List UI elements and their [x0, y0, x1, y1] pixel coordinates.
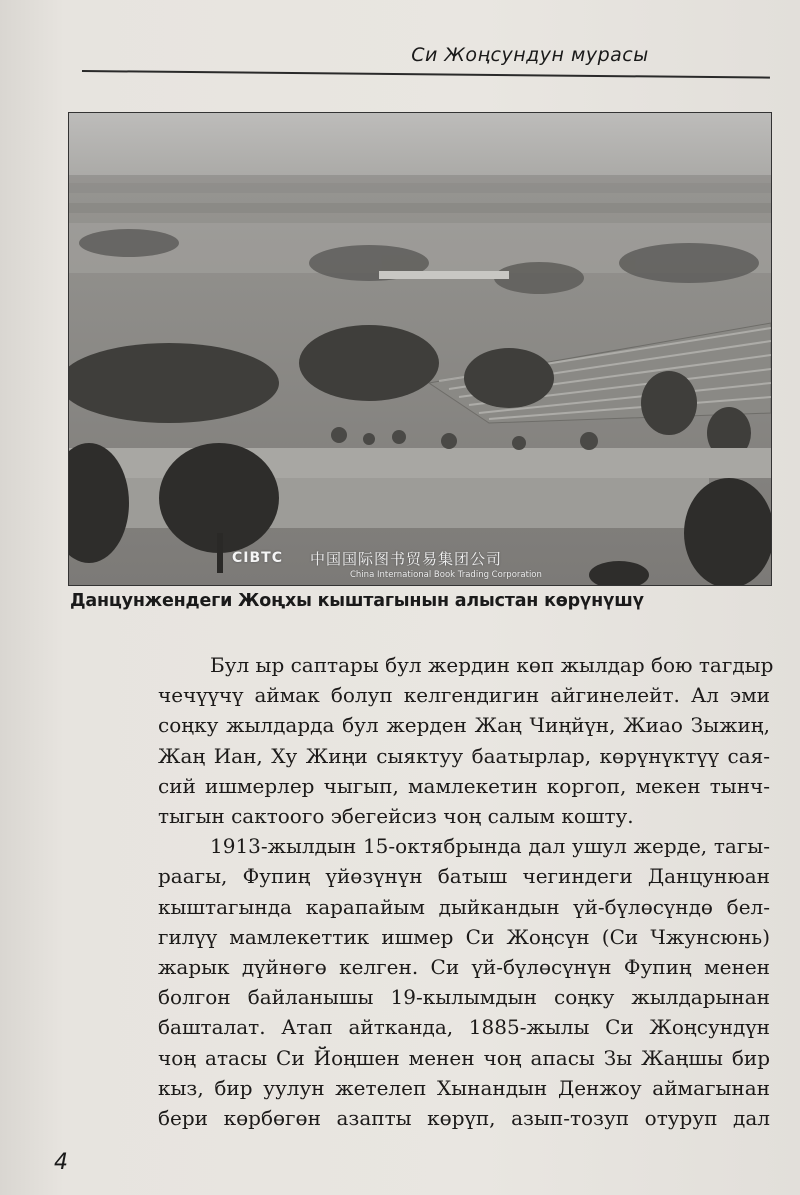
text-line: гилүү мамлекеттик ишмер Си Жоңсүн (Си Чжунсюнь) [158, 924, 770, 949]
text-line: чоң атасы Си Йоңшен менен чоң апасы Зы Жаңшы бир [158, 1045, 770, 1070]
text-line: тыгын сактоого эбегейсиз чоң салым кошту. [158, 804, 634, 829]
text-line: бери көрбөгөн азапты көрүп, азып-тозуп отуруп дал [158, 1106, 770, 1131]
watermark-chinese: 中国国际图书贸易集团公司 [310, 550, 503, 568]
text-line: кыз, бир уулун жетелеп Хынандын Денжоу аймагынан [158, 1075, 770, 1100]
text-line: болгон байланышы 19-кылымдын соңку жылдарынан [158, 985, 770, 1010]
text-line: соңку жылдарда бул жерден Жаң Чиңйүн, Жиао Зыжиң, [158, 713, 770, 738]
watermark-logo: CIBTC [232, 550, 283, 566]
figure-caption: Данцунжендеги Жоңхы кыштагынын алыстан көрүнүшү [70, 591, 644, 611]
text-line: раагы, Фупиң үйөзүнүн батыш чегиндеги Данцунюан [158, 864, 770, 889]
header-rule [82, 70, 770, 79]
text-line: Жаң Иан, Ху Жиңи сыяктуу баатырлар, көрүнүктүү сая- [158, 743, 770, 768]
publisher-watermark [232, 550, 572, 582]
village-photo [68, 112, 772, 586]
text-line: жарык дүйнөгө келген. Си үй-бүлөсүнүн Фупиң менен [158, 955, 770, 980]
landscape-image [69, 113, 771, 585]
running-head: Си Жоңсундун мурасы [411, 44, 649, 66]
text-line: кыштагында карапайым дыйкандын үй-бүлөсүндө бел- [158, 894, 770, 919]
text-line: башталат. Атап айтканда, 1885-жылы Си Жоңсундүн [158, 1015, 770, 1040]
text-line: чечүүчү аймак болуп келгендигин айгинелейт. Ал эми [158, 683, 770, 708]
page-number: 4 [54, 1150, 68, 1175]
watermark-english: China International Book Trading Corporation [350, 570, 542, 580]
text-line: сий ишмерлер чыгып, мамлекетин коргоп, мекен тынч- [158, 773, 770, 798]
text-line: 1913-жылдын 15-октябрында дал ушул жерде, тагы- [210, 834, 770, 859]
body-text [158, 650, 774, 1133]
text-line: Бул ыр саптары бул жердин көп жылдар бою тагдыр [210, 653, 774, 677]
